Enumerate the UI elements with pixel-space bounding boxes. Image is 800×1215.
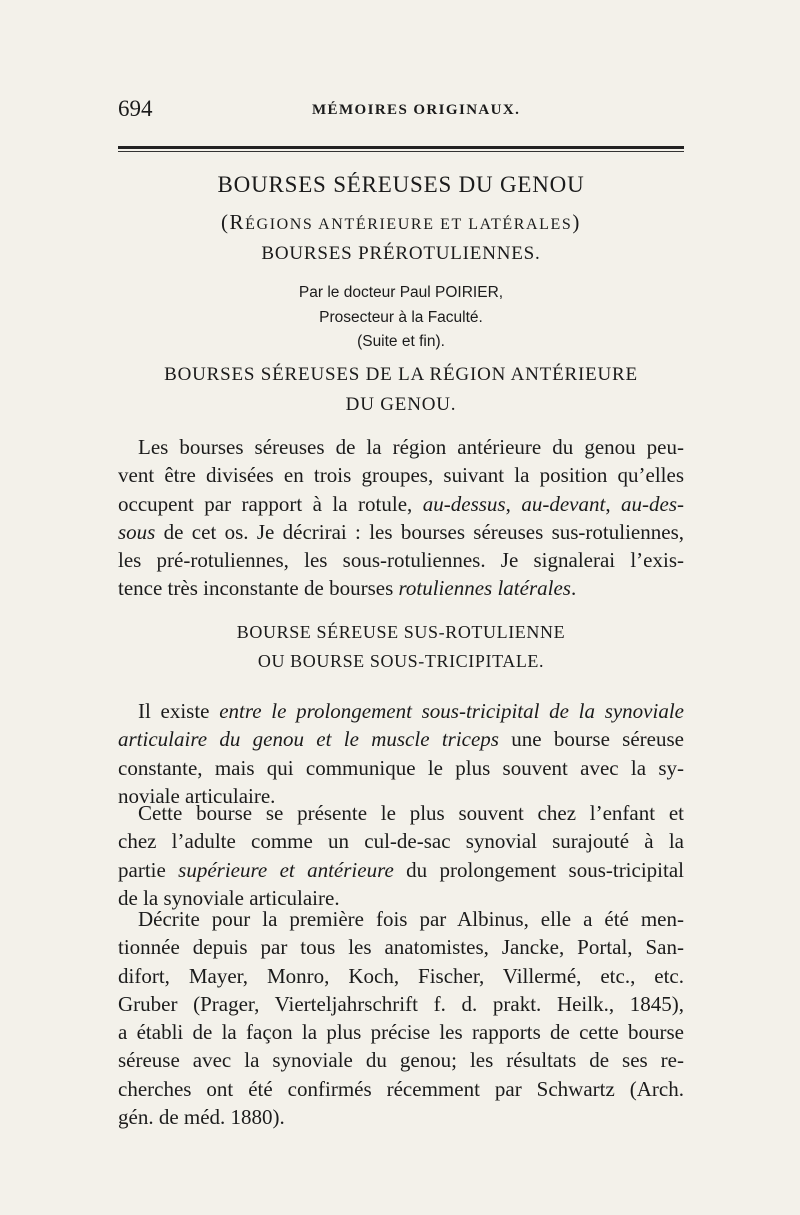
text-run: Il existe — [138, 699, 220, 723]
text-run: partie — [118, 857, 179, 882]
subtitle-text: ÉGIONS ANTÉRIEURE ET LATÉRALES — [245, 216, 573, 233]
header-rule-thick — [118, 146, 684, 149]
paragraph-2 — [118, 697, 684, 810]
italic-term: articulaire du genou et le muscle triceps — [118, 727, 499, 752]
paragraph-line: a établi de la façon la plus précise les rapports de cette bourse — [118, 1020, 684, 1045]
section-heading-2-line2: OU BOURSE SOUS-TRICIPITALE. — [257, 651, 545, 671]
text-run: du prolongement sous-tricipital — [393, 857, 685, 882]
italic-term: au-devant — [521, 491, 606, 516]
section-heading-1-line1: BOURSES SÉREUSES DE LA RÉGION ANTÉRIEURE — [164, 364, 638, 385]
text-run: , — [505, 491, 522, 516]
paragraph-3 — [118, 799, 684, 912]
section-heading-1-line2: DU GENOU. — [345, 394, 457, 415]
running-title: MÉMOIRES ORIGINAUX. — [312, 102, 521, 118]
author-line: Par le docteur Paul POIRIER, — [298, 284, 504, 301]
text-run: tence très inconstante de bourses — [118, 576, 399, 601]
subtitle-open: (R — [220, 210, 246, 234]
article-title: BOURSES SÉREUSES DU GENOU — [217, 172, 585, 197]
paragraph-line: Cette bourse se présente le plus souvent chez l’enfant et — [138, 801, 684, 825]
text-run: une bourse séreuse — [498, 727, 684, 752]
paragraph-line — [118, 697, 684, 725]
header-rule-thin — [118, 151, 684, 152]
paragraph-line — [118, 518, 684, 546]
subtitle-close: ) — [572, 210, 582, 234]
italic-term: au-des- — [621, 491, 685, 516]
paragraph-line: difort, Mayer, Monro, Koch, Fischer, Villermé, etc., etc. — [118, 963, 684, 988]
italic-term: sous — [118, 519, 156, 544]
paragraph-line: Les bourses séreuses de la région antérieure du genou peu- — [138, 435, 684, 459]
paragraph-line: gén. de méd. 1880). — [118, 1105, 285, 1130]
paragraph-line: tionnée depuis par tous les anatomistes, Jancke, Portal, San- — [118, 935, 684, 960]
section-heading-2-line1: BOURSE SÉREUSE SUS-ROTULIENNE — [236, 622, 566, 642]
paragraph-line: noviale articulaire. — [118, 783, 276, 808]
paragraph-line: cherches ont été confirmés récemment par Schwartz (Arch. — [118, 1076, 684, 1101]
text-run: occupent par rapport à la rotule, — [118, 491, 423, 516]
continuation-note: (Suite et fin). — [357, 333, 445, 350]
paragraph-line: constante, mais qui communique le plus souvent avec la sy- — [118, 755, 684, 780]
paragraph-line: séreuse avec la synoviale du genou; les résultats de ses re- — [118, 1048, 684, 1073]
article-subheading: BOURSES PRÉROTULIENNES. — [261, 243, 541, 264]
paragraph-1 — [118, 433, 684, 603]
paragraph-line — [118, 725, 684, 753]
paragraph-line — [118, 490, 684, 518]
paragraph-line: Décrite pour la première fois par Albinus, elle a été men- — [138, 907, 684, 931]
text-run: de cet os. Je décrirai : les bourses séreuses sus-rotuliennes, — [155, 519, 684, 544]
paragraph-line: de la synoviale articulaire. — [118, 885, 340, 910]
running-head — [118, 96, 684, 126]
text-run: , — [605, 491, 622, 516]
italic-term: supérieure et antérieure — [178, 857, 394, 882]
italic-term: au-dessus — [422, 491, 506, 516]
paragraph-line — [118, 856, 684, 884]
paragraph-line — [118, 574, 684, 602]
text-run: . — [570, 576, 577, 601]
paragraph-line: vent être divisées en trois groupes, suivant la position qu’elles — [118, 463, 684, 488]
page-number: 694 — [118, 96, 153, 121]
paragraph-4 — [118, 905, 684, 1131]
author-role: Prosecteur à la Faculté. — [319, 309, 483, 326]
article-subtitle — [118, 210, 684, 235]
paragraph-line: chez l’adulte comme un cul-de-sac synovial surajouté à la — [118, 829, 684, 854]
paragraph-line: Gruber (Prager, Vierteljahrschrift f. d. prakt. Heilk., 1845), — [118, 991, 684, 1016]
italic-term: rotuliennes latérales — [398, 576, 571, 601]
paragraph-line: les pré-rotuliennes, les sous-rotuliennes. Je signalerai l’exis- — [118, 548, 684, 573]
italic-term: entre le prolongement sous-tricipital de la synoviale — [219, 699, 684, 723]
